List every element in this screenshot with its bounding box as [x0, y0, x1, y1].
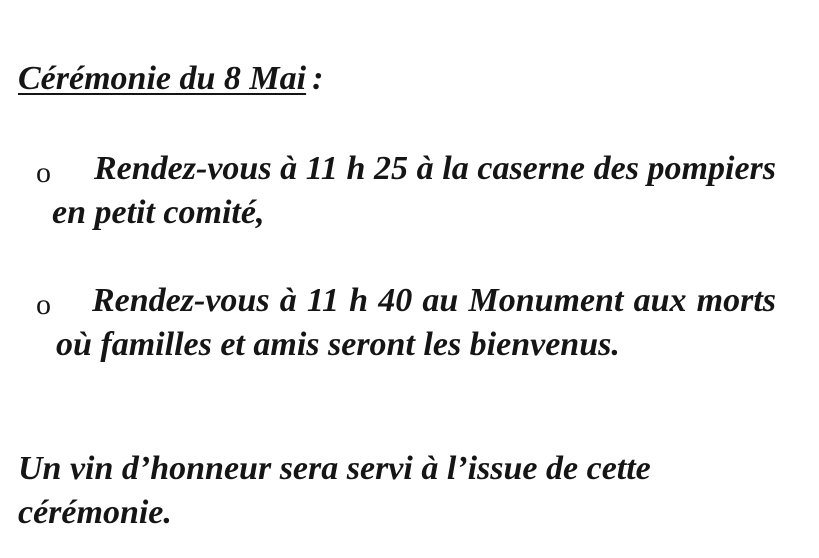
bullet-marker-2: o: [36, 288, 51, 321]
closing-paragraph: Un vin d’honneur sera servi à l’issue de cette cérémonie.: [18, 450, 651, 531]
title-text: Cérémonie du 8 Mai: [18, 60, 307, 97]
title-colon: :: [312, 60, 324, 97]
document-title: [18, 60, 323, 98]
bullet-item-1: Rendez-vous à 11 h 25 à la caserne des pompiers en petit comité,: [52, 150, 776, 231]
bullet-marker-1: o: [36, 156, 51, 189]
bullet-item-2: Rendez-vous à 11 h 40 au Monument aux morts où familles et amis seront les bienvenus.: [56, 282, 776, 363]
